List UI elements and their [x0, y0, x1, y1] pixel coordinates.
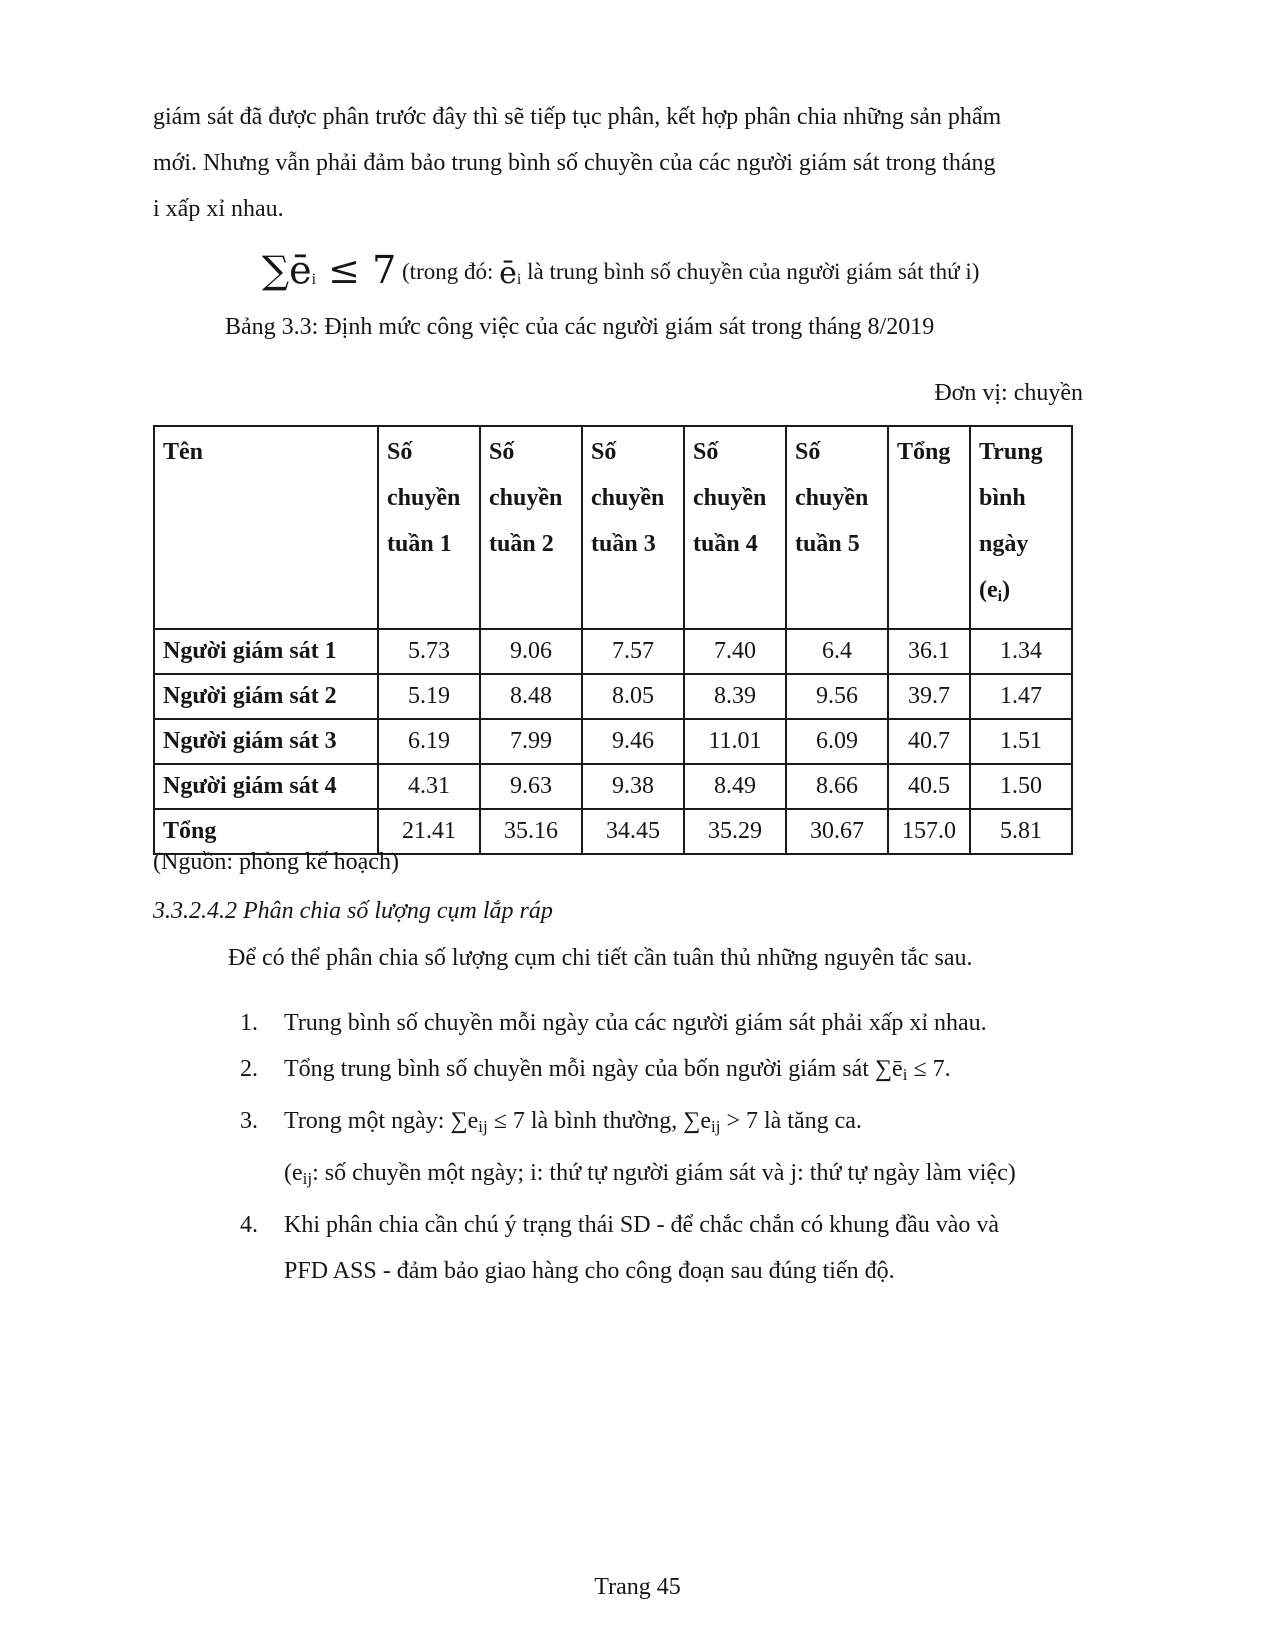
rule-subscript: ij [302, 1169, 313, 1188]
formula-sum-symbol: ∑ē [262, 248, 312, 292]
rule-text: Khi phân chia cần chú ý trạng thái SD - để chắc chắn có khung đầu vào và [284, 1212, 1000, 1238]
rule-text: ≤ 7 là bình thường, ∑e [487, 1108, 711, 1134]
header-total: Tổng [888, 426, 970, 629]
formula-note-subscript: i [516, 271, 522, 288]
paragraph-line-2: mới. Nhưng vẫn phải đảm bảo trung bình số chuyền của các người giám sát trong tháng [153, 150, 996, 176]
rule-text: > 7 là tăng ca. [720, 1108, 862, 1134]
header-week-5: Số chuyền tuần 5 [786, 426, 888, 629]
cell-total: 36.1 [888, 629, 970, 674]
total-week-3: 34.45 [582, 809, 684, 854]
cell-week-4: 11.01 [684, 719, 786, 764]
cell-week-4: 8.39 [684, 674, 786, 719]
constraint-formula [262, 248, 979, 292]
cell-week-5: 6.09 [786, 719, 888, 764]
formula-note-text: là trung bình số chuyền của người giám sát thứ i) [521, 259, 980, 284]
header-week-1: Số chuyền tuần 1 [378, 426, 480, 629]
header-week-3: Số chuyền tuần 3 [582, 426, 684, 629]
rule-item [240, 1000, 1100, 1046]
rule-text: Trung bình số chuyền mỗi ngày của các người giám sát phải xấp xỉ nhau. [284, 1010, 987, 1036]
cell-week-2: 7.99 [480, 719, 582, 764]
total-week-4: 35.29 [684, 809, 786, 854]
cell-week-3: 8.05 [582, 674, 684, 719]
rule-note: (e [284, 1160, 303, 1186]
cell-week-5: 6.4 [786, 629, 888, 674]
cell-week-1: 5.73 [378, 629, 480, 674]
rule-number: 1. [240, 1010, 258, 1036]
total-average: 5.81 [970, 809, 1072, 854]
paragraph-line-3: i xấp xỉ nhau. [153, 196, 284, 222]
rules-list [240, 1000, 1100, 1294]
cell-week-3: 9.38 [582, 764, 684, 809]
cell-total: 39.7 [888, 674, 970, 719]
row-name: Người giám sát 3 [154, 719, 378, 764]
formula-note-symbol: ē [499, 256, 517, 291]
page-number: Trang 45 [594, 1574, 681, 1600]
table-caption: Bảng 3.3: Định mức công việc của các người giám sát trong tháng 8/2019 [225, 314, 935, 340]
cell-week-2: 8.48 [480, 674, 582, 719]
rule-text: Tổng trung bình số chuyền mỗi ngày của bốn người giám sát ∑ē [284, 1056, 903, 1082]
header-week-2: Số chuyền tuần 2 [480, 426, 582, 629]
rule-text-end: ≤ 7. [907, 1056, 951, 1082]
rule-item [240, 1202, 1100, 1294]
cell-week-1: 5.19 [378, 674, 480, 719]
table-row [154, 629, 1072, 674]
formula-relation: ≤ 7 [316, 248, 397, 292]
table-unit: Đơn vị: chuyền [934, 380, 1083, 406]
table-row [154, 764, 1072, 809]
total-row-label: Tổng [154, 809, 378, 854]
total-week-2: 35.16 [480, 809, 582, 854]
total-sum: 157.0 [888, 809, 970, 854]
cell-week-5: 9.56 [786, 674, 888, 719]
cell-average: 1.47 [970, 674, 1072, 719]
formula-note-open: (trong đó: [396, 259, 500, 284]
section-intro: Để có thể phân chia số lượng cụm chi tiết cần tuân thủ những nguyên tắc sau. [228, 945, 973, 971]
rule-number: 4. [240, 1212, 258, 1238]
cell-total: 40.7 [888, 719, 970, 764]
cell-week-4: 8.49 [684, 764, 786, 809]
rule-number: 2. [240, 1056, 258, 1082]
formula-sum-subscript: i [311, 271, 317, 288]
row-name: Người giám sát 4 [154, 764, 378, 809]
header-daily-average: Trung bình ngày (ei) [970, 426, 1072, 629]
row-name: Người giám sát 1 [154, 629, 378, 674]
supervisor-workload-table [153, 425, 1073, 855]
table-total-row [154, 809, 1072, 854]
rule-subscript: i [902, 1065, 908, 1084]
rule-text: Trong một ngày: ∑e [284, 1108, 479, 1134]
cell-week-1: 6.19 [378, 719, 480, 764]
cell-week-3: 7.57 [582, 629, 684, 674]
cell-week-4: 7.40 [684, 629, 786, 674]
cell-week-3: 9.46 [582, 719, 684, 764]
rule-item [240, 1046, 1100, 1098]
total-week-5: 30.67 [786, 809, 888, 854]
header-week-4: Số chuyền tuần 4 [684, 426, 786, 629]
section-heading: 3.3.2.4.2 Phân chia số lượng cụm lắp ráp [153, 898, 553, 924]
rule-item [240, 1098, 1100, 1202]
paragraph-line-1: giám sát đã được phân trước đây thì sẽ tiếp tục phân, kết hợp phân chia những sản phẩm [153, 104, 1002, 130]
row-name: Người giám sát 2 [154, 674, 378, 719]
table-header-row [154, 426, 1072, 629]
table-row [154, 719, 1072, 764]
cell-average: 1.34 [970, 629, 1072, 674]
rule-text: PFD ASS - đảm bảo giao hàng cho công đoạn sau đúng tiến độ. [284, 1258, 895, 1284]
cell-week-1: 4.31 [378, 764, 480, 809]
cell-week-2: 9.63 [480, 764, 582, 809]
cell-average: 1.51 [970, 719, 1072, 764]
table-row [154, 674, 1072, 719]
rule-subscript: ij [478, 1117, 488, 1136]
total-week-1: 21.41 [378, 809, 480, 854]
cell-total: 40.5 [888, 764, 970, 809]
rule-note: : số chuyền một ngày; i: thứ tự người giám sát và j: thứ tự ngày làm việc) [312, 1160, 1016, 1186]
rule-subscript: ij [710, 1117, 721, 1136]
header-name: Tên [154, 426, 378, 629]
cell-average: 1.50 [970, 764, 1072, 809]
body-paragraph [153, 94, 1083, 232]
rule-number: 3. [240, 1108, 258, 1134]
cell-week-2: 9.06 [480, 629, 582, 674]
table-source: (Nguồn: phòng kế hoạch) [153, 849, 399, 875]
cell-week-5: 8.66 [786, 764, 888, 809]
